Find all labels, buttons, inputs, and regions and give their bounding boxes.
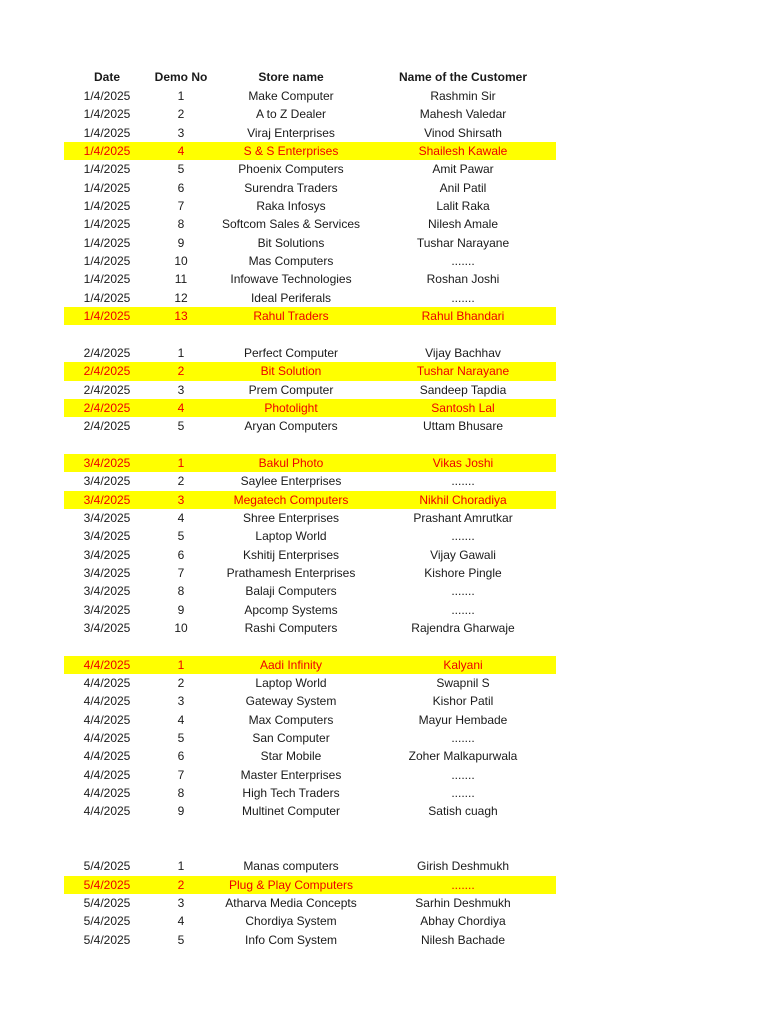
table-row <box>64 289 556 307</box>
demo-no-cell: 11 <box>174 272 188 287</box>
demo-no-cell: 8 <box>177 786 185 801</box>
demo-no-cell: 1 <box>177 859 185 874</box>
customer-name-cell: Nikhil Choradiya <box>419 492 507 507</box>
customer-name-cell: Zoher Malkapurwala <box>408 749 518 764</box>
customer-name-cell: ....... <box>451 877 475 892</box>
date-cell: 4/4/2025 <box>83 786 131 801</box>
demo-no-cell: 4 <box>177 144 185 159</box>
customer-name-cell: Kalyani <box>443 657 483 672</box>
demo-no-cell: 9 <box>177 602 185 617</box>
customer-name-column-header: Name of the Customer <box>398 70 528 84</box>
table-row-highlighted <box>64 656 556 674</box>
store-name-cell: Photolight <box>264 400 318 415</box>
customer-name-cell: Sandeep Tapdia <box>419 382 507 397</box>
date-cell: 5/4/2025 <box>83 877 131 892</box>
demo-no-cell: 12 <box>174 290 188 305</box>
store-name-cell: S & S Enterprises <box>243 144 339 159</box>
customer-name-cell: Anil Patil <box>439 180 487 195</box>
date-cell: 2/4/2025 <box>83 400 131 415</box>
customer-name-cell: Girish Deshmukh <box>416 859 510 874</box>
customer-name-cell: ....... <box>451 529 475 544</box>
date-cell: 4/4/2025 <box>83 767 131 782</box>
date-cell: 3/4/2025 <box>83 510 131 525</box>
table-row <box>64 711 556 729</box>
date-cell: 1/4/2025 <box>83 272 131 287</box>
date-cell: 4/4/2025 <box>83 804 131 819</box>
store-name-cell: A to Z Dealer <box>255 107 327 122</box>
table-row <box>64 619 556 637</box>
date-cell: 3/4/2025 <box>83 474 131 489</box>
table-header-row <box>64 67 556 87</box>
table-body <box>64 87 556 949</box>
date-cell: 4/4/2025 <box>83 657 131 672</box>
demo-no-cell: 9 <box>177 804 185 819</box>
date-cell: 5/4/2025 <box>83 896 131 911</box>
demo-no-cell: 8 <box>177 584 185 599</box>
customer-name-cell: Mahesh Valedar <box>419 107 507 122</box>
date-cell: 3/4/2025 <box>83 584 131 599</box>
store-name-cell: Mas Computers <box>248 254 334 269</box>
demo-no-cell: 8 <box>177 217 185 232</box>
date-cell: 2/4/2025 <box>83 419 131 434</box>
customer-name-cell: Shailesh Kawale <box>418 144 508 159</box>
customer-name-cell: Mayur Hembade <box>418 712 508 727</box>
customer-name-cell: Uttam Bhusare <box>422 419 504 434</box>
table-row <box>64 729 556 747</box>
table-row <box>64 894 556 912</box>
demo-no-cell: 1 <box>177 89 185 103</box>
store-name-cell: Multinet Computer <box>241 804 341 819</box>
table-row <box>64 601 556 619</box>
demo-no-cell: 13 <box>174 309 188 324</box>
customer-name-cell: Rajendra Gharwaje <box>411 620 515 635</box>
table-row-highlighted <box>64 142 556 160</box>
table-row <box>64 234 556 252</box>
table-row <box>64 87 556 105</box>
store-name-cell: Prathamesh Enterprises <box>226 565 356 580</box>
demo-no-cell: 3 <box>177 896 185 911</box>
date-cell: 4/4/2025 <box>83 676 131 690</box>
customer-name-cell: Rahul Bhandari <box>421 309 505 324</box>
store-name-cell: Bakul Photo <box>258 455 324 470</box>
date-cell: 1/4/2025 <box>83 144 131 159</box>
date-cell: 5/4/2025 <box>83 932 131 947</box>
demo-no-cell: 1 <box>177 345 185 360</box>
table-row <box>64 344 556 362</box>
customer-name-cell: Roshan Joshi <box>426 272 500 287</box>
date-column-header: Date <box>93 70 120 84</box>
blank-row <box>64 325 556 343</box>
date-cell: 4/4/2025 <box>83 694 131 709</box>
store-name-cell: Manas computers <box>243 859 339 874</box>
date-cell: 2/4/2025 <box>83 345 131 360</box>
customer-name-cell: ....... <box>451 584 475 599</box>
customer-name-cell: ....... <box>451 786 475 801</box>
store-name-cell: Aryan Computers <box>244 419 338 434</box>
demo-no-cell: 7 <box>177 767 185 782</box>
store-name-cell: Rashi Computers <box>244 620 338 635</box>
customer-name-cell: Vinod Shirsath <box>424 125 502 140</box>
store-name-cell: Master Enterprises <box>240 767 342 782</box>
demo-no-cell: 10 <box>174 620 188 635</box>
table-row <box>64 857 556 875</box>
customer-name-cell: Tushar Narayane <box>416 235 510 250</box>
table-row <box>64 381 556 399</box>
table-row-highlighted <box>64 399 556 417</box>
table-row-highlighted <box>64 307 556 325</box>
date-cell: 1/4/2025 <box>83 254 131 269</box>
demo-no-cell: 3 <box>177 694 185 709</box>
date-cell: 1/4/2025 <box>83 290 131 305</box>
date-cell: 2/4/2025 <box>83 382 131 397</box>
customer-name-cell: Nilesh Bachade <box>420 932 506 947</box>
customer-name-cell: ....... <box>451 731 475 746</box>
table-row <box>64 215 556 233</box>
customer-name-cell: Lalit Raka <box>436 199 490 214</box>
date-cell: 1/4/2025 <box>83 107 131 122</box>
table-row <box>64 784 556 802</box>
table-row <box>64 546 556 564</box>
store-name-cell: Shree Enterprises <box>242 510 340 525</box>
demo-no-cell: 4 <box>177 712 185 727</box>
store-name-cell: Laptop World <box>255 676 327 690</box>
store-name-cell: Atharva Media Concepts <box>225 896 357 911</box>
table-row <box>64 509 556 527</box>
store-name-cell: Viraj Enterprises <box>247 125 335 140</box>
table-row <box>64 105 556 123</box>
demo-no-cell: 1 <box>177 455 185 470</box>
date-cell: 2/4/2025 <box>83 364 131 379</box>
date-cell: 1/4/2025 <box>83 162 131 177</box>
store-name-cell: Apcomp Systems <box>244 602 338 617</box>
customer-name-cell: Abhay Chordiya <box>420 914 506 929</box>
customer-name-cell: Nilesh Amale <box>427 217 499 232</box>
table-row <box>64 674 556 692</box>
store-name-cell: High Tech Traders <box>242 786 340 801</box>
store-name-column-header: Store name <box>258 70 324 84</box>
date-cell: 5/4/2025 <box>83 859 131 874</box>
store-name-cell: Laptop World <box>255 529 327 544</box>
date-cell: 1/4/2025 <box>83 125 131 140</box>
demo-no-cell: 7 <box>177 199 185 214</box>
demo-no-cell: 7 <box>177 565 185 580</box>
date-cell: 1/4/2025 <box>83 217 131 232</box>
customer-name-cell: Satish cuagh <box>428 804 498 819</box>
customer-name-cell: ....... <box>451 290 475 305</box>
store-name-cell: San Computer <box>252 731 330 746</box>
demo-no-cell: 1 <box>177 657 185 672</box>
demo-no-cell: 4 <box>177 510 185 525</box>
store-name-cell: Infowave Technologies <box>230 272 352 287</box>
blank-row <box>64 436 556 454</box>
table-row <box>64 472 556 490</box>
date-cell: 5/4/2025 <box>83 914 131 929</box>
demo-no-cell: 3 <box>177 382 185 397</box>
table-row <box>64 912 556 930</box>
table-row <box>64 582 556 600</box>
store-name-cell: Surendra Traders <box>244 180 338 195</box>
demo-no-cell: 6 <box>177 547 185 562</box>
demo-no-cell: 9 <box>177 235 185 250</box>
demo-no-cell: 6 <box>177 180 185 195</box>
date-cell: 4/4/2025 <box>83 731 131 746</box>
date-cell: 1/4/2025 <box>83 89 131 103</box>
date-cell: 3/4/2025 <box>83 620 131 635</box>
table-row <box>64 179 556 197</box>
table-row <box>64 417 556 435</box>
date-cell: 3/4/2025 <box>83 455 131 470</box>
demo-no-cell: 2 <box>177 474 185 489</box>
table-row-highlighted <box>64 491 556 509</box>
store-name-cell: Chordiya System <box>245 914 337 929</box>
table-row-highlighted <box>64 362 556 380</box>
customer-name-cell: Vikas Joshi <box>432 455 494 470</box>
demo-no-cell: 5 <box>177 529 185 544</box>
table-row-highlighted <box>64 454 556 472</box>
customer-name-cell: Santosh Lal <box>431 400 495 415</box>
table-row <box>64 564 556 582</box>
customer-name-cell: ....... <box>451 254 475 269</box>
blank-row <box>64 839 556 857</box>
table-row <box>64 270 556 288</box>
store-name-cell: Gateway System <box>245 694 337 709</box>
table-row-highlighted <box>64 876 556 894</box>
blank-row <box>64 637 556 655</box>
date-cell: 1/4/2025 <box>83 199 131 214</box>
table-row <box>64 252 556 270</box>
demo-no-cell: 3 <box>177 492 185 507</box>
customer-name-cell: Prashant Amrutkar <box>413 510 513 525</box>
store-name-cell: Perfect Computer <box>243 345 339 360</box>
demo-no-cell: 5 <box>177 731 185 746</box>
table-row <box>64 160 556 178</box>
demo-no-cell: 2 <box>177 877 185 892</box>
store-name-cell: Make Computer <box>248 89 334 103</box>
date-cell: 3/4/2025 <box>83 602 131 617</box>
demo-no-cell: 3 <box>177 125 185 140</box>
demo-no-cell: 6 <box>177 749 185 764</box>
demo-no-cell: 5 <box>177 162 185 177</box>
customer-name-cell: Amit Pawar <box>432 162 494 177</box>
store-name-cell: Ideal Periferals <box>250 290 332 305</box>
date-cell: 3/4/2025 <box>83 565 131 580</box>
date-cell: 1/4/2025 <box>83 235 131 250</box>
customer-name-cell: Tushar Narayane <box>416 364 510 379</box>
table-row <box>64 197 556 215</box>
customer-name-cell: Vijay Gawali <box>430 547 496 562</box>
demo-no-cell: 5 <box>177 932 185 947</box>
store-name-cell: Prem Computer <box>248 382 334 397</box>
table-row <box>64 802 556 820</box>
date-cell: 1/4/2025 <box>83 180 131 195</box>
table-row <box>64 766 556 784</box>
table-row <box>64 747 556 765</box>
customer-name-cell: Rashmin Sir <box>430 89 496 103</box>
demo-schedule-table <box>64 67 556 949</box>
customer-name-cell: ....... <box>451 767 475 782</box>
store-name-cell: Balaji Computers <box>245 584 337 599</box>
table-row <box>64 931 556 949</box>
store-name-cell: Rahul Traders <box>253 309 329 324</box>
customer-name-cell: Sarhin Deshmukh <box>415 896 511 911</box>
store-name-cell: Phoenix Computers <box>238 162 344 177</box>
demo-no-cell: 2 <box>177 107 185 122</box>
store-name-cell: Bit Solution <box>260 364 322 379</box>
store-name-cell: Raka Infosys <box>256 199 326 214</box>
date-cell: 3/4/2025 <box>83 492 131 507</box>
customer-name-cell: ....... <box>451 474 475 489</box>
customer-name-cell: ....... <box>451 602 475 617</box>
store-name-cell: Kshitij Enterprises <box>242 547 340 562</box>
customer-name-cell: Kishor Patil <box>432 694 494 709</box>
store-name-cell: Aadi Infinity <box>259 657 323 672</box>
store-name-cell: Saylee Enterprises <box>240 474 342 489</box>
customer-name-cell: Kishore Pingle <box>424 565 502 580</box>
demo-no-cell: 2 <box>177 676 185 690</box>
table-row <box>64 124 556 142</box>
table-row <box>64 527 556 545</box>
date-cell: 4/4/2025 <box>83 712 131 727</box>
demo-no-cell: 4 <box>177 914 185 929</box>
store-name-cell: Softcom Sales & Services <box>221 217 361 232</box>
date-cell: 4/4/2025 <box>83 749 131 764</box>
demo-no-cell: 2 <box>177 364 185 379</box>
date-cell: 3/4/2025 <box>83 547 131 562</box>
customer-name-cell: Swapnil S <box>436 676 490 690</box>
store-name-cell: Info Com System <box>244 932 338 947</box>
store-name-cell: Max Computers <box>248 712 334 727</box>
demo-no-cell: 4 <box>177 400 185 415</box>
store-name-cell: Bit Solutions <box>257 235 325 250</box>
store-name-cell: Star Mobile <box>260 749 322 764</box>
demo-no-column-header: Demo No <box>154 70 208 84</box>
table-row <box>64 692 556 710</box>
demo-no-cell: 10 <box>174 254 188 269</box>
blank-row <box>64 821 556 839</box>
store-name-cell: Plug & Play Computers <box>228 877 354 892</box>
date-cell: 1/4/2025 <box>83 309 131 324</box>
store-name-cell: Megatech Computers <box>233 492 349 507</box>
date-cell: 3/4/2025 <box>83 529 131 544</box>
customer-name-cell: Vijay Bachhav <box>425 345 501 360</box>
demo-no-cell: 5 <box>177 419 185 434</box>
